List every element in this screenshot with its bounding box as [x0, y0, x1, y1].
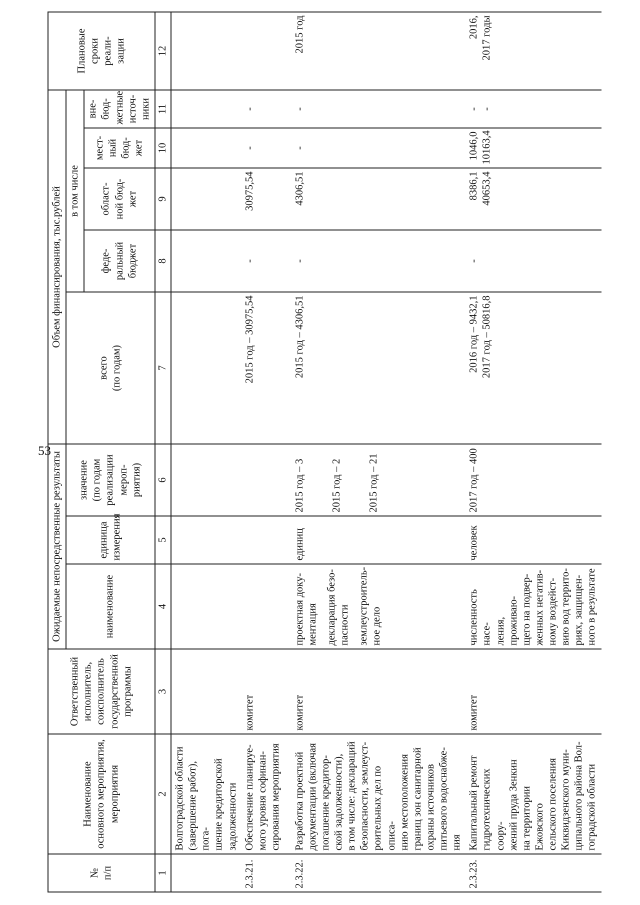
row-total: 2015 год – 30975,54	[241, 292, 291, 444]
row-executor: комитет	[241, 649, 291, 734]
page-number: 53	[38, 443, 51, 458]
row-extra: -	[241, 90, 291, 128]
row-num: 2.3.22.	[291, 854, 466, 892]
row-terms: 2016, 2017 годы	[466, 12, 601, 90]
row-local: -	[241, 128, 291, 168]
header-incl: в том числе	[66, 90, 84, 292]
table-row	[291, 12, 466, 892]
row-event-name: Обеспечение планируе- мого уровня софинан- сирования мероприятия	[241, 734, 291, 854]
row-local	[171, 128, 241, 168]
header-results-group: Ожидаемые непосредственные результаты	[48, 444, 66, 649]
row-event-name: Разработка проектной документации (включая погашение кредитор- ской задолженности), в том числе: деклараций безопасности, землеуст- роительных дел по описа- нию местоположения границ зон санитарной охраны источников питьевого водоснабже- ния	[291, 734, 466, 854]
row-terms	[241, 12, 291, 90]
col-index: 8	[155, 230, 171, 292]
header-funding-group: Объем финансирования, тыс.рублей	[48, 90, 66, 444]
result-item-value: 2015 год – 3	[294, 458, 306, 513]
row-extra: - -	[466, 90, 601, 128]
row-regional: 4306,51	[291, 168, 466, 230]
row-res-unit: человек	[466, 516, 601, 564]
row-federal: -	[241, 230, 291, 292]
result-item-name: проектная доку- ментация	[294, 573, 319, 646]
col-index: 6	[155, 444, 171, 516]
result-item-name: землеустроитель- ное дело	[358, 566, 383, 646]
row-regional: 30975,54	[241, 168, 291, 230]
row-res-unit	[171, 516, 241, 564]
row-regional	[171, 168, 241, 230]
header-res-unit: единица измерения	[66, 516, 155, 564]
row-res-name	[171, 564, 241, 649]
row-terms	[171, 12, 241, 90]
row-res-value: 2017 год – 400	[466, 444, 601, 516]
rotated-table-container	[48, 13, 598, 893]
col-index: 9	[155, 168, 171, 230]
row-num: 2.3.21.	[241, 854, 291, 892]
result-item-value: 2015 год – 2	[331, 458, 343, 513]
row-res-unit: единиц	[291, 516, 466, 564]
header-local: мест- ный бюд- жет	[84, 128, 155, 168]
row-executor	[171, 649, 241, 734]
col-index: 4	[155, 564, 171, 649]
table-row	[171, 12, 241, 892]
row-federal: -	[466, 230, 601, 292]
result-item-name: декларация безо- пасности	[326, 569, 351, 646]
row-res-value	[171, 444, 241, 516]
row-num: 2.3.23.	[466, 854, 601, 892]
row-res-name	[241, 564, 291, 649]
row-event-name: Капитальный ремонт гидротехнических соору- жений пруда Зенкин на территории Ежовского сельского поселения Киквидзенского муни- ципального района Вол- гоградской области	[466, 734, 601, 854]
col-index: 7	[155, 292, 171, 444]
col-index: 11	[155, 90, 171, 128]
row-res-name	[291, 564, 466, 649]
header-terms: Плановые сроки реали- зации	[48, 12, 155, 90]
row-regional: 8386,1 40653,4	[466, 168, 601, 230]
result-item-value: 2015 год – 21	[368, 453, 380, 513]
row-res-value	[241, 444, 291, 516]
row-res-name: численность насе- ления, проживаю- щего на подвер- женных негатив- ному воздейст- вию вод террито- риях, защищен- ного в результате	[466, 564, 601, 649]
row-executor: комитет	[466, 649, 601, 734]
row-total: 2015 год – 4306,51	[291, 292, 466, 444]
row-local: 1046,0 10163,4	[466, 128, 601, 168]
funding-table	[48, 11, 602, 892]
table-row	[241, 12, 291, 892]
header-res-name: наименование	[66, 564, 155, 649]
row-extra: -	[291, 90, 466, 128]
header-event-name: Наименование основного мероприятия, мероприятия	[48, 734, 155, 854]
row-num	[171, 854, 241, 892]
table-row	[466, 12, 601, 892]
row-event-name: Волгоградской области (завершение работ), пога- шение кредиторской задолженности	[171, 734, 241, 854]
header-federal: феде- ральный бюджет	[84, 230, 155, 292]
col-index: 12	[155, 12, 171, 90]
header-total: всего (по годам)	[66, 292, 155, 444]
header-extra: вне- бюд- жетные источ- ники	[84, 90, 155, 128]
col-index: 10	[155, 128, 171, 168]
col-index: 2	[155, 734, 171, 854]
row-res-value	[291, 444, 466, 516]
col-index: 5	[155, 516, 171, 564]
row-total	[171, 292, 241, 444]
row-executor: комитет	[291, 649, 466, 734]
header-num: № п/п	[48, 854, 155, 892]
col-index: 3	[155, 649, 171, 734]
row-federal: -	[291, 230, 466, 292]
row-res-unit	[241, 516, 291, 564]
row-local: -	[291, 128, 466, 168]
col-index: 1	[155, 854, 171, 892]
row-extra	[171, 90, 241, 128]
row-federal	[171, 230, 241, 292]
header-regional: област- ной бюд- жет	[84, 168, 155, 230]
header-executor: Ответственный исполнитель, соисполнитель государственной программы	[48, 649, 155, 734]
row-terms: 2015 год	[291, 12, 466, 90]
header-res-value: значение (по годам реализации мероп- риятия)	[66, 444, 155, 516]
row-total: 2016 год – 9432,1 2017 год – 50816,8	[466, 292, 601, 444]
